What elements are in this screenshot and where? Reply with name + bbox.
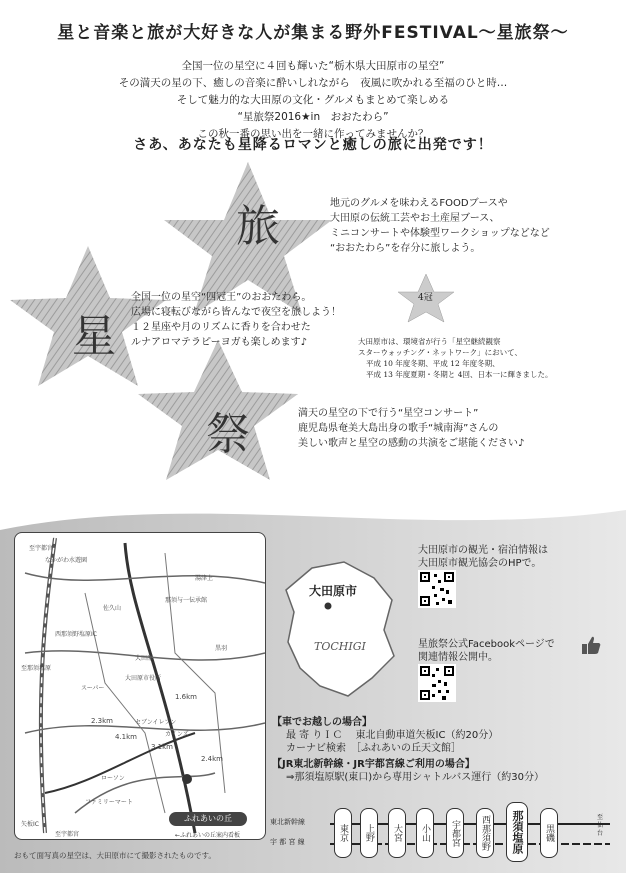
access-train-heading: 【JR東北新幹線・JR宇都宮線ご利用の場合】 xyxy=(272,759,475,770)
map-place: 至宇都宮 xyxy=(29,545,54,552)
map-place: 大田原 xyxy=(135,655,154,662)
map-place: ファミリーマート xyxy=(85,799,133,806)
note-line: スターウォッチング・ネットワーク」において、 xyxy=(358,348,523,357)
map-place: 黒羽 xyxy=(215,645,228,652)
desc-line: 広場に寝転びながら皆んなで夜空を旅しよう！ xyxy=(131,307,341,318)
map-distance: 3.1km xyxy=(151,743,174,751)
qr-code-tourism[interactable] xyxy=(418,570,456,608)
festival-title: 星と音楽と旅が大好きな人が集まる野外FESTIVAL〜星旅祭〜 xyxy=(57,23,569,43)
map-distance: 1.6km xyxy=(175,693,198,701)
map-destination-pin: ふれあいの丘 xyxy=(169,812,247,826)
map-place: 湯津上 xyxy=(195,575,214,582)
map-place: 至那須塩原 xyxy=(21,665,52,672)
map-place: 矢板IC xyxy=(21,821,39,828)
desc-line: 鹿児島県奄美大島出身の歌手“城南海”さんの xyxy=(298,423,499,434)
desc-line: 満天の星空の下で行う“星空コンサート” xyxy=(298,408,479,419)
star-char-matsuri: 祭 xyxy=(206,409,250,460)
route-end-label: 至 仙台 xyxy=(597,814,604,837)
map-distance: 2.4km xyxy=(201,755,224,763)
map-place: 佐久山 xyxy=(103,605,122,612)
desc-line: １２星座や月のリズムに香りを合わせた xyxy=(131,322,311,333)
award-note xyxy=(358,336,552,380)
tourism-info xyxy=(418,544,548,570)
map-place: セブンイレブン xyxy=(135,719,177,726)
map-place: 西那須野塩原IC xyxy=(55,631,97,638)
intro-line: その満天の星の下、癒しの音楽に酔いしれながら 夜風に吹かれる至福のひと時… xyxy=(118,77,508,89)
info-line: 関連情報公開中。 xyxy=(418,652,498,663)
map-place: スーパー xyxy=(81,685,105,692)
station-box: 東京 xyxy=(334,808,352,858)
station-box: 西那須野 xyxy=(476,808,494,858)
matsuri-description xyxy=(298,406,524,451)
access-line: 最 寄 りＩＣ 東北自動車道矢板IC（約20分） xyxy=(286,730,499,741)
star-char-tabi: 旅 xyxy=(236,201,280,252)
intro-line: そして魅力的な大田原の文化・グルメもまとめて楽しめる xyxy=(176,94,450,106)
intro-line: 全国一位の星空に４回も輝いた“栃木県大田原市の星空” xyxy=(181,60,445,72)
intro-line: “星旅祭2016★in おおたわら” xyxy=(237,111,389,123)
desc-line: “おおたわら”を存分に旅しよう。 xyxy=(330,243,481,254)
station-box: 宇都宮 xyxy=(446,808,464,858)
map-place: なかがわ水遊園 xyxy=(45,557,88,564)
info-line: 大田原市観光協会のHPで。 xyxy=(418,558,542,569)
thumbs-up-icon xyxy=(580,634,602,656)
desc-line: ルナアロマテラピーヨガも楽しめます♪ xyxy=(131,337,307,348)
route-lines xyxy=(270,800,620,870)
star-char-hoshi: 星 xyxy=(72,311,116,362)
station-box: 小山 xyxy=(416,808,434,858)
map-roads xyxy=(15,533,266,840)
access-info xyxy=(272,716,612,784)
desc-line: 全国一位の星空“四冠王”のおおたわら。 xyxy=(131,292,312,303)
intro-line: この秋一番の思い出を一緒に作ってみませんか？ xyxy=(197,128,429,140)
info-line: 星旅祭公式Facebookページで xyxy=(418,639,555,650)
access-line: ⇒那須塩原駅(東口)から専用シャトルバス運行（約30分） xyxy=(286,772,545,783)
map-place: 大田原市役所 xyxy=(125,675,162,682)
access-line: カーナビ検索 ［ふれあいの丘天文館］ xyxy=(286,743,461,754)
line-label-utsunomiya: 宇 都 宮 線 xyxy=(270,838,305,846)
station-box: 黒磯 xyxy=(540,808,558,858)
map-distance: 2.3km xyxy=(91,717,114,725)
tochigi-map-shape xyxy=(282,560,402,700)
city-label: 大田原市 xyxy=(309,584,358,598)
intro-text xyxy=(0,58,626,143)
access-map xyxy=(14,532,266,840)
note-line: 平成 10 年度冬期、平成 12 年度冬期、 xyxy=(366,359,500,368)
desc-line: 地元のグルメを味わえるFOODブースや xyxy=(330,198,508,209)
line-label-shinkansen: 東北新幹線 xyxy=(270,818,305,826)
note-line: 大田原市は、環境省が行う「星空継続観察 xyxy=(358,337,501,346)
qr-code-facebook[interactable] xyxy=(418,664,456,702)
map-distance: 4.1km xyxy=(115,733,138,741)
desc-line: 大田原の伝統工芸やお土産屋ブース、 xyxy=(330,213,500,224)
map-place: カインズ xyxy=(165,731,189,738)
prefecture-label: TOCHIGI xyxy=(314,640,366,653)
station-box: 那須塩原 xyxy=(506,802,528,862)
desc-line: ミニコンサートや体験型ワークショップなどなど xyxy=(330,228,550,239)
station-box: 上野 xyxy=(360,808,378,858)
photo-caption: おもて面写真の星空は、大田原市にて撮影されたものです。 xyxy=(14,851,216,860)
note-line: 平成 13 年度夏期・冬期と 4回、日本一に輝きました。 xyxy=(366,370,553,379)
desc-line: 美しい歌声と星空の感動の共演をご堪能ください♪ xyxy=(298,438,525,449)
station-box: 大宮 xyxy=(388,808,406,858)
access-car-heading: 【車でお越しの場合】 xyxy=(272,717,372,728)
map-legend: ←ふれあいの丘案内看板 xyxy=(175,832,241,839)
map-place: ローソン xyxy=(101,775,125,782)
hoshi-description xyxy=(131,290,341,350)
tabi-description xyxy=(330,196,550,256)
info-line: 大田原市の観光・宿泊情報は xyxy=(418,545,548,556)
train-route-diagram xyxy=(270,800,620,870)
facebook-info xyxy=(418,638,555,664)
badge-4kan: 4冠 xyxy=(418,293,433,303)
tagline: さあ、あなたも星降るロマンと癒しの旅に出発です！ xyxy=(133,137,493,153)
map-place: 至宇都宮 xyxy=(55,831,80,838)
map-place: 那須与一伝承館 xyxy=(165,597,208,604)
